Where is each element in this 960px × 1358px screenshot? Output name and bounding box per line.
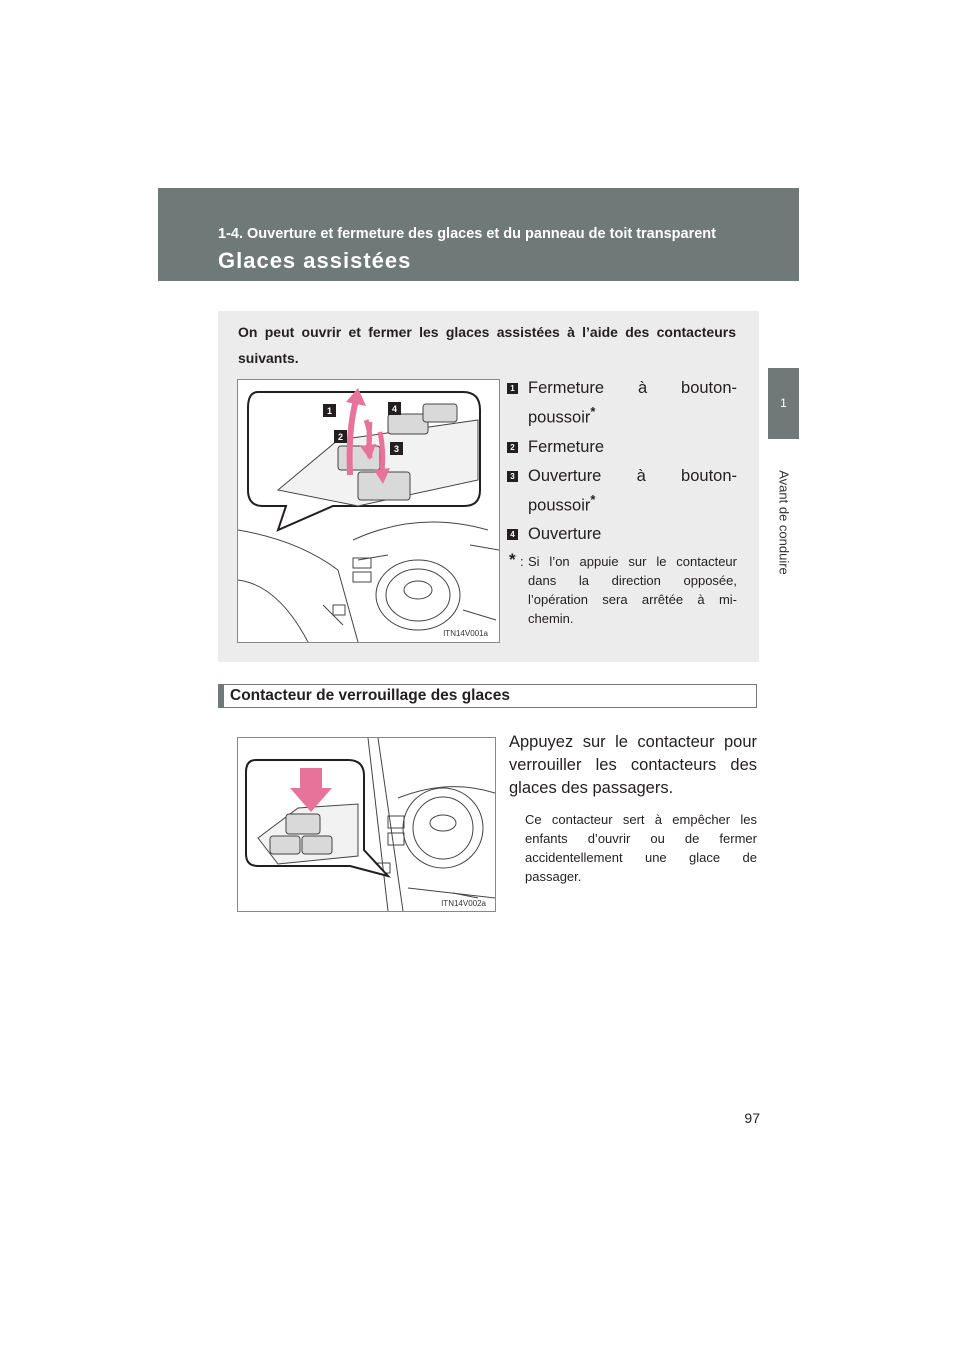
legend-number: 1	[507, 383, 518, 394]
lock-instruction: Appuyez sur le contacteur pour verrouiller les contacteurs des glaces des passagers.	[509, 733, 757, 797]
section-label: 1-4. Ouverture et fermeture des glaces et du panneau de toit transparent	[218, 226, 716, 242]
legend-number: 2	[507, 442, 518, 453]
intro-text: On peut ouvrir et fermer les glaces assistées à l’aide des contacteurs suivants.	[238, 324, 736, 366]
lock-switch-illustration	[237, 737, 496, 912]
legend-number: 4	[507, 529, 518, 540]
intro-box	[218, 311, 759, 662]
window-switch-drawing	[238, 380, 499, 642]
figure-number-2: 2	[337, 432, 344, 442]
legend-item	[507, 436, 737, 459]
legend-label: Fermeture à bouton-poussoir	[528, 379, 737, 427]
legend-item	[507, 377, 737, 430]
page-title: Glaces assistées	[218, 248, 412, 273]
legend-label: Ouverture à bouton-poussoir	[528, 466, 737, 514]
figure-number-4: 4	[391, 404, 398, 414]
lock-switch-drawing	[238, 738, 495, 911]
footnote-star: *	[509, 550, 516, 569]
lock-detail: Ce contacteur sert à empêcher les enfants d’ouvrir ou de fermer accidentellement une glace de passager.	[525, 812, 757, 884]
footnote-colon: :	[520, 554, 524, 569]
figure-code: ITN14V001a	[443, 629, 488, 638]
asterisk: *	[590, 404, 596, 419]
chapter-header	[158, 188, 799, 281]
figure-number-3: 3	[393, 444, 400, 454]
chapter-tab[interactable]: 1	[768, 368, 799, 439]
footnote	[507, 552, 737, 628]
figure-code: ITN14V002a	[441, 899, 486, 908]
section-heading: Contacteur de verrouillage des glaces	[218, 684, 757, 708]
window-switch-illustration	[237, 379, 500, 643]
legend-label: Ouverture	[528, 525, 602, 543]
chapter-title-vertical: Avant de conduire	[776, 470, 792, 575]
figure-number-1: 1	[326, 406, 333, 416]
page-number: 97	[744, 1110, 760, 1126]
asterisk: *	[590, 491, 596, 507]
legend-item	[507, 465, 737, 518]
footnote-text: Si l’on appuie sur le contacteur dans la direction opposée, l’opération sera arrêtée à mi-chemin.	[528, 554, 737, 626]
legend-item	[507, 523, 737, 546]
legend-number: 3	[507, 471, 518, 482]
legend-list	[507, 377, 737, 628]
legend-label: Fermeture	[528, 437, 605, 456]
